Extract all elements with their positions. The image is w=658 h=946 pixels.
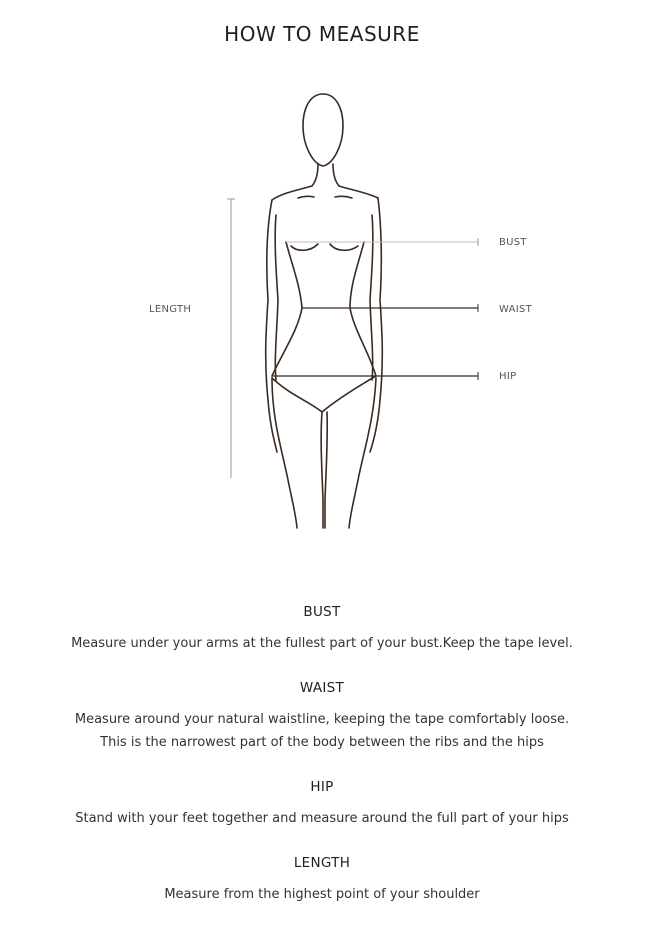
hip-description: Stand with your feet together and measure around the full part of your hips: [75, 811, 569, 826]
right-leg-outer: [349, 378, 376, 528]
shoulder-left: [272, 186, 312, 200]
label-bust: BUST: [499, 237, 527, 248]
length-description: Measure from the highest point of your shoulder: [164, 887, 480, 902]
bust-curve-right: [330, 244, 358, 250]
left-leg-outer: [272, 378, 297, 528]
left-leg-inner: [321, 412, 323, 528]
collarbone-right: [335, 196, 352, 198]
length-heading: LENGTH: [293, 855, 351, 871]
body-outline: [266, 94, 383, 528]
bust-heading: BUST: [303, 604, 341, 620]
hip-section: [0, 779, 644, 830]
right-arm-inner: [370, 215, 373, 380]
page-title: HOW TO MEASURE: [224, 22, 420, 46]
waist-heading: WAIST: [299, 680, 345, 696]
waist-description-line-2: This is the narrowest part of the body between the ribs and the hips: [100, 735, 544, 750]
bust-curve-left: [291, 244, 318, 250]
length-section: [0, 855, 644, 906]
waist-description-line-1: Measure around your natural waistline, keeping the tape comfortably loose.: [74, 712, 570, 727]
waist-description: [0, 708, 644, 754]
waist-measure-line: [302, 304, 478, 312]
label-waist: WAIST: [499, 304, 533, 315]
brief-outline: [272, 376, 376, 412]
bust-section: [0, 604, 644, 655]
neck-left: [312, 164, 318, 186]
length-guide: [227, 199, 235, 478]
left-arm-inner: [275, 215, 278, 380]
hip-heading: HIP: [310, 779, 334, 795]
head-outline: [303, 94, 343, 166]
neck-right: [333, 164, 339, 186]
right-leg-inner: [325, 412, 327, 528]
waist-section: [0, 680, 644, 754]
label-length: LENGTH: [149, 304, 192, 315]
collarbone-left: [298, 196, 314, 198]
label-hip: HIP: [499, 371, 517, 382]
bust-description: Measure under your arms at the fullest part of your bust.Keep the tape level.: [71, 636, 573, 651]
